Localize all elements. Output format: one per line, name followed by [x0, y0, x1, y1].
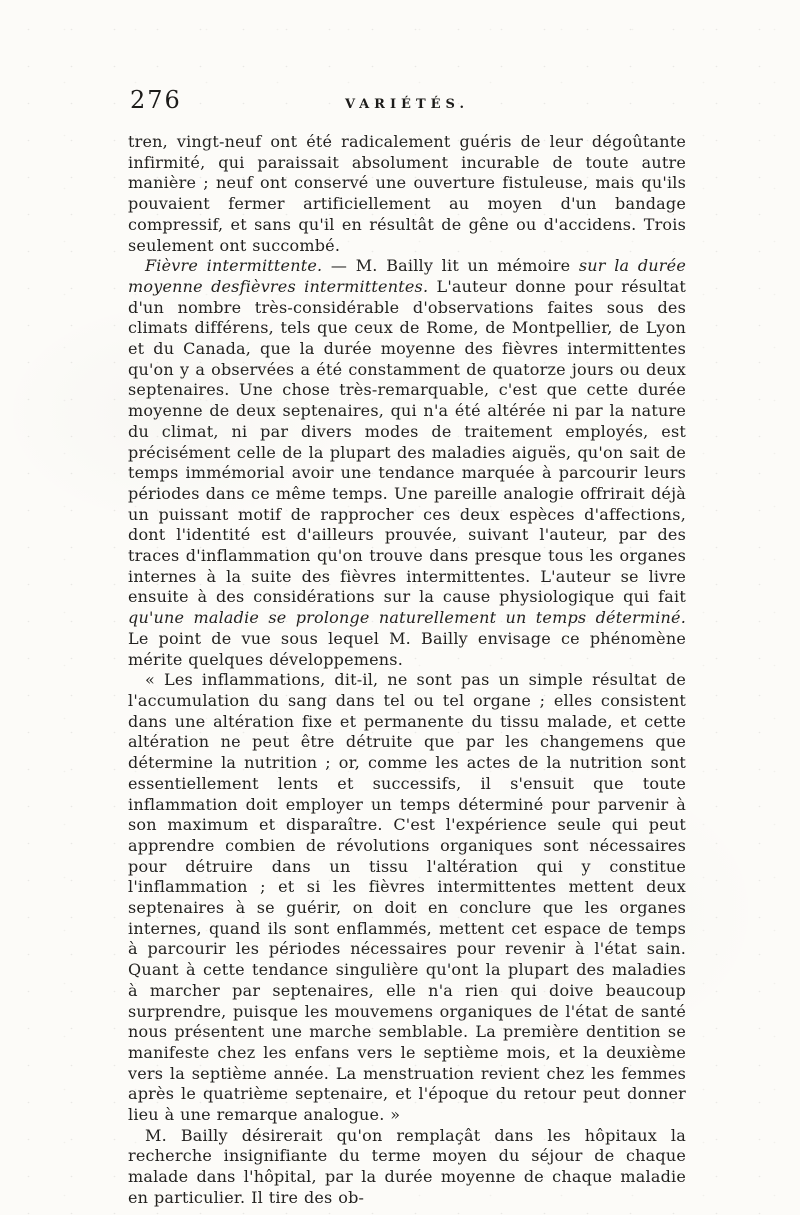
- paragraph: [128, 1126, 686, 1209]
- text-segment: qu'une maladie se prolonge naturellement un temps déterminé.: [128, 608, 686, 628]
- paragraph: [128, 256, 686, 670]
- text-segment: M. Bailly désirerait qu'on remplaçât dans les hôpitaux la recherche insignifiante du terme moyen du séjour de chaque malade dans l'hôpital, par la durée moyenne de chaque maladie en particulier. Il tire des ob-: [128, 1125, 686, 1207]
- text-segment: Le point de vue sous lequel M. Bailly envisage ce phénomène mérite quelques développemens.: [128, 628, 686, 669]
- page-content: [128, 86, 686, 1209]
- running-header: VARIÉTÉS.: [345, 97, 469, 112]
- page-number: 276: [130, 86, 182, 114]
- paragraph: [128, 132, 686, 256]
- text-segment: tren, vingt-neuf ont été radicalement guéris de leur dégoûtante infirmité, qui paraissait absolument incurable de toute autre manière ; neuf ont conservé une ouverture fistuleuse, mais qu'ils pouvaient fermer artificiellement au moyen d'un bandage compressif, et sans qu'il en résultât de gêne ou d'accidens. Trois seulement ont succombé.: [128, 132, 686, 255]
- text-segment: sur la durée moyenne desfièvres intermittentes.: [128, 256, 686, 296]
- text-segment: L'auteur donne pour résultat d'un nombre très-considérable d'observations faites sous des climats différens, tels que ceux de Rome, de Montpellier, de Lyon et du Canada, que la durée moyenne des fièvres intermittentes qu'on y a observées a été constamment de quatorze jours ou deux septenaires. Une chose très-remarquable, c'est que cette durée moyenne de deux septenaires, qui n'a été altérée ni par la nature du climat, ni par divers modes de traitement employés, est précisément celle de la plupart des maladies aiguës, qu'on sait de temps immémorial avoir une tendance marquée à parcourir leurs périodes dans ce même temps. Une pareille analogie offrirait déjà un puissant motif de rapprocher ces deux espèces d'affections, dont l'identité est d'ailleurs prouvée, suivant l'auteur, par des traces d'inflammation qu'on trouve dans presque tous les organes internes à la suite des fièvres intermittentes. L'auteur se livre ensuite à des considérations sur la cause physiologique qui fait: [128, 276, 686, 607]
- paragraph: [128, 670, 686, 1125]
- text-segment: Fièvre intermittente.: [145, 256, 323, 276]
- page-header: [128, 86, 686, 132]
- text-segment: — M. Bailly lit un mémoire: [322, 256, 579, 276]
- body-text: [128, 132, 686, 1209]
- text-segment: « Les inflammations, dit-il, ne sont pas un simple résultat de l'accumulation du sang dans tel ou tel organe ; elles consistent dans une altération fixe et permanente du tissu malade, et cette altération ne peut être détruite que par les changemens que détermine la nutrition ; or, comme les actes de la nutrition sont essentiellement lents et successifs, il s'ensuit que toute inflammation doit employer un temps déterminé pour parvenir à son maximum et disparaître. C'est l'expérience seule qui peut apprendre combien de révolutions organiques sont nécessaires pour détruire dans un tissu l'altération qui y constitue l'inflammation ; et si les fièvres intermittentes mettent deux septenaires à se guérir, on doit en conclure que les organes internes, quand ils sont enflammés, mettent cet espace de temps à parcourir les périodes nécessaires pour revenir à l'état sain. Quant à cette tendance singulière qu'ont la plupart des maladies à marcher par septenaires, elle n'a rien qui doive beaucoup surprendre, puisque les mouvemens organiques de l'état de santé nous présentent une marche semblable. La première dentition se manifeste chez les enfans vers le septième mois, et la deuxième vers la septième année. La menstruation revient chez les femmes après le quatrième septenaire, et l'époque du retour peut donner lieu à une remarque analogue. »: [128, 670, 686, 1125]
